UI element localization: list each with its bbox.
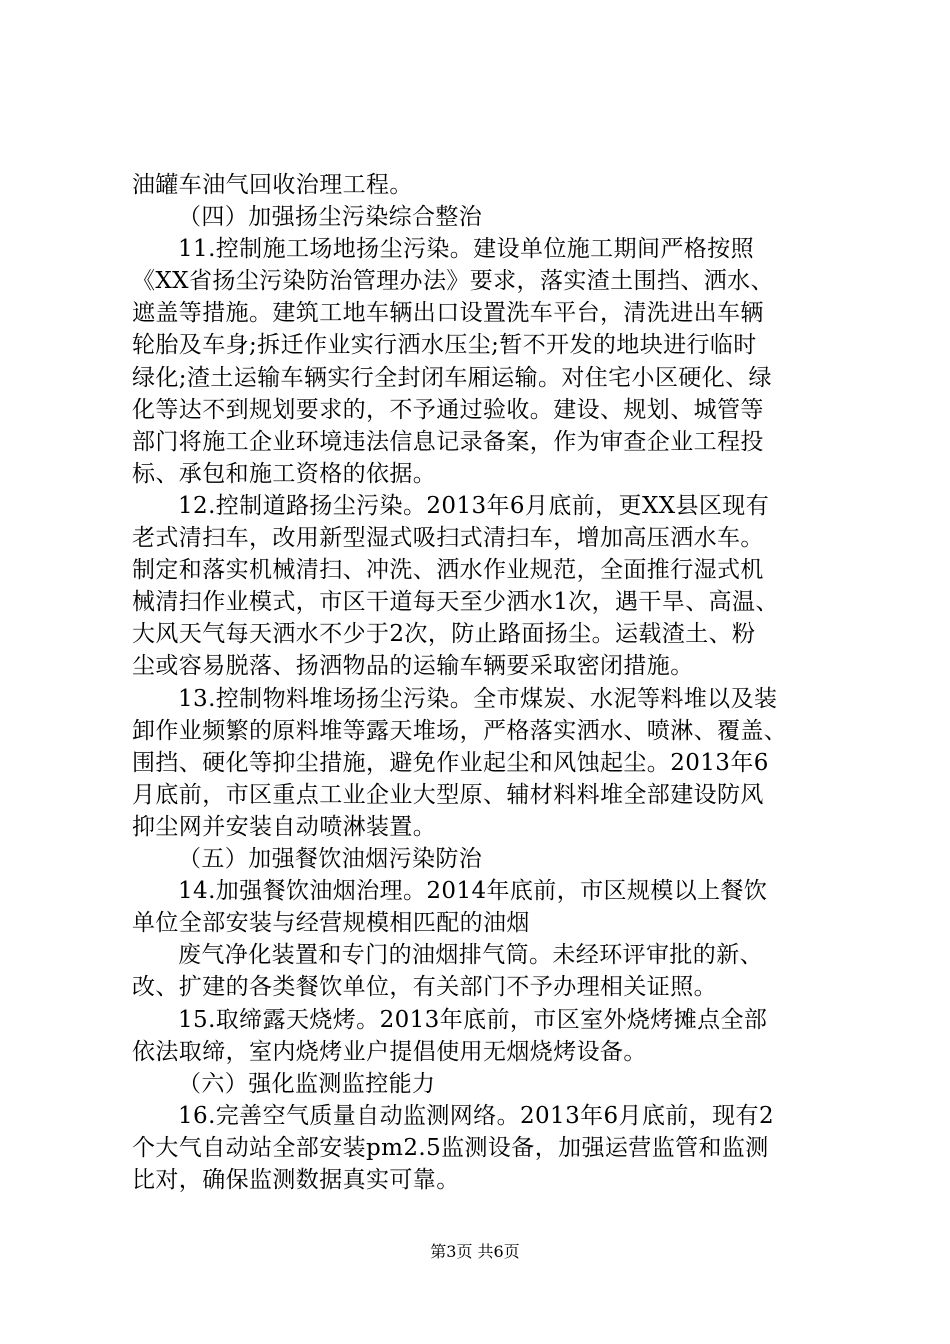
text-line: 月底前，市区重点工业企业大型原、辅材料料堆全部建设防风 <box>132 781 764 808</box>
text-line: 改、扩建的各类餐饮单位，有关部门不予办理相关证照。 <box>132 974 717 1001</box>
text-line: 油罐车油气回收治理工程。 <box>132 172 413 198</box>
text-line: 绿化;渣土运输车辆实行全封闭车厢运输。对住宅小区硬化、绿 <box>132 364 772 391</box>
text-line: 16.完善空气质量自动监测网络。2013年6月底前，现有2 <box>178 1102 774 1129</box>
text-line: 械清扫作业模式，市区干道每天至少洒水1次，遇干旱、高温、 <box>132 589 779 616</box>
text-line: 化等达不到规划要求的，不予通过验收。建设、规划、城管等 <box>132 396 764 423</box>
section-heading: （六）强化监测监控能力 <box>178 1070 436 1097</box>
section-heading: （四）加强扬尘污染综合整治 <box>178 204 483 231</box>
text-line: 标、承包和施工资格的依据。 <box>132 460 437 487</box>
text-line: 单位全部安装与经营规模相匹配的油烟 <box>132 910 530 937</box>
text-line: 制定和落实机械清扫、冲洗、洒水作业规范，全面推行湿式机 <box>132 557 764 584</box>
text-line: 老式清扫车，改用新型湿式吸扫式清扫车，增加高压洒水车。 <box>132 525 764 552</box>
text-line: 轮胎及车身;拆迁作业实行洒水压尘;暂不开发的地块进行临时 <box>132 332 757 359</box>
text-line: 围挡、硬化等抑尘措施，避免作业起尘和风蚀起尘。2013年6 <box>132 749 769 776</box>
text-line: 14.加强餐饮油烟治理。2014年底前，市区规模以上餐饮 <box>178 878 768 905</box>
text-line: 15.取缔露天烧烤。2013年底前，市区室外烧烤摊点全部 <box>178 1006 768 1033</box>
text-line: 比对，确保监测数据真实可靠。 <box>132 1167 460 1193</box>
text-line: 废气净化装置和专门的油烟排气筒。未经环评审批的新、 <box>178 942 763 969</box>
page-number: 第3页 共6页 <box>430 1242 520 1261</box>
text-line: 依法取缔，室内烧烤业户提倡使用无烟烧烤设备。 <box>132 1038 647 1065</box>
text-line: 个大气自动站全部安装pm2.5监测设备，加强运营监管和监测 <box>132 1134 769 1161</box>
text-line: 抑尘网并安装自动喷淋装置。 <box>132 813 437 840</box>
text-line: 《XX省扬尘污染防治管理办法》要求，落实渣土围挡、洒水、 <box>132 268 774 295</box>
text-line: 遮盖等措施。建筑工地车辆出口设置洗车平台，清洗进出车辆 <box>132 300 764 327</box>
text-line: 尘或容易脱落、扬洒物品的运输车辆要采取密闭措施。 <box>132 653 694 680</box>
text-line: 部门将施工企业环境违法信息记录备案，作为审查企业工程投 <box>132 428 764 455</box>
section-heading: （五）加强餐饮油烟污染防治 <box>178 846 483 873</box>
text-line: 大风天气每天洒水不少于2次，防止路面扬尘。运载渣土、粉 <box>132 621 756 648</box>
text-line: 11.控制施工场地扬尘污染。建设单位施工期间严格按照 <box>178 236 754 263</box>
text-line: 卸作业频繁的原料堆等露天堆场，严格落实洒水、喷淋、覆盖、 <box>132 717 788 744</box>
text-line: 12.控制道路扬尘污染。2013年6月底前，更XX县区现有 <box>178 492 770 519</box>
text-line: 13.控制物料堆场扬尘污染。全市煤炭、水泥等料堆以及装 <box>178 685 778 712</box>
